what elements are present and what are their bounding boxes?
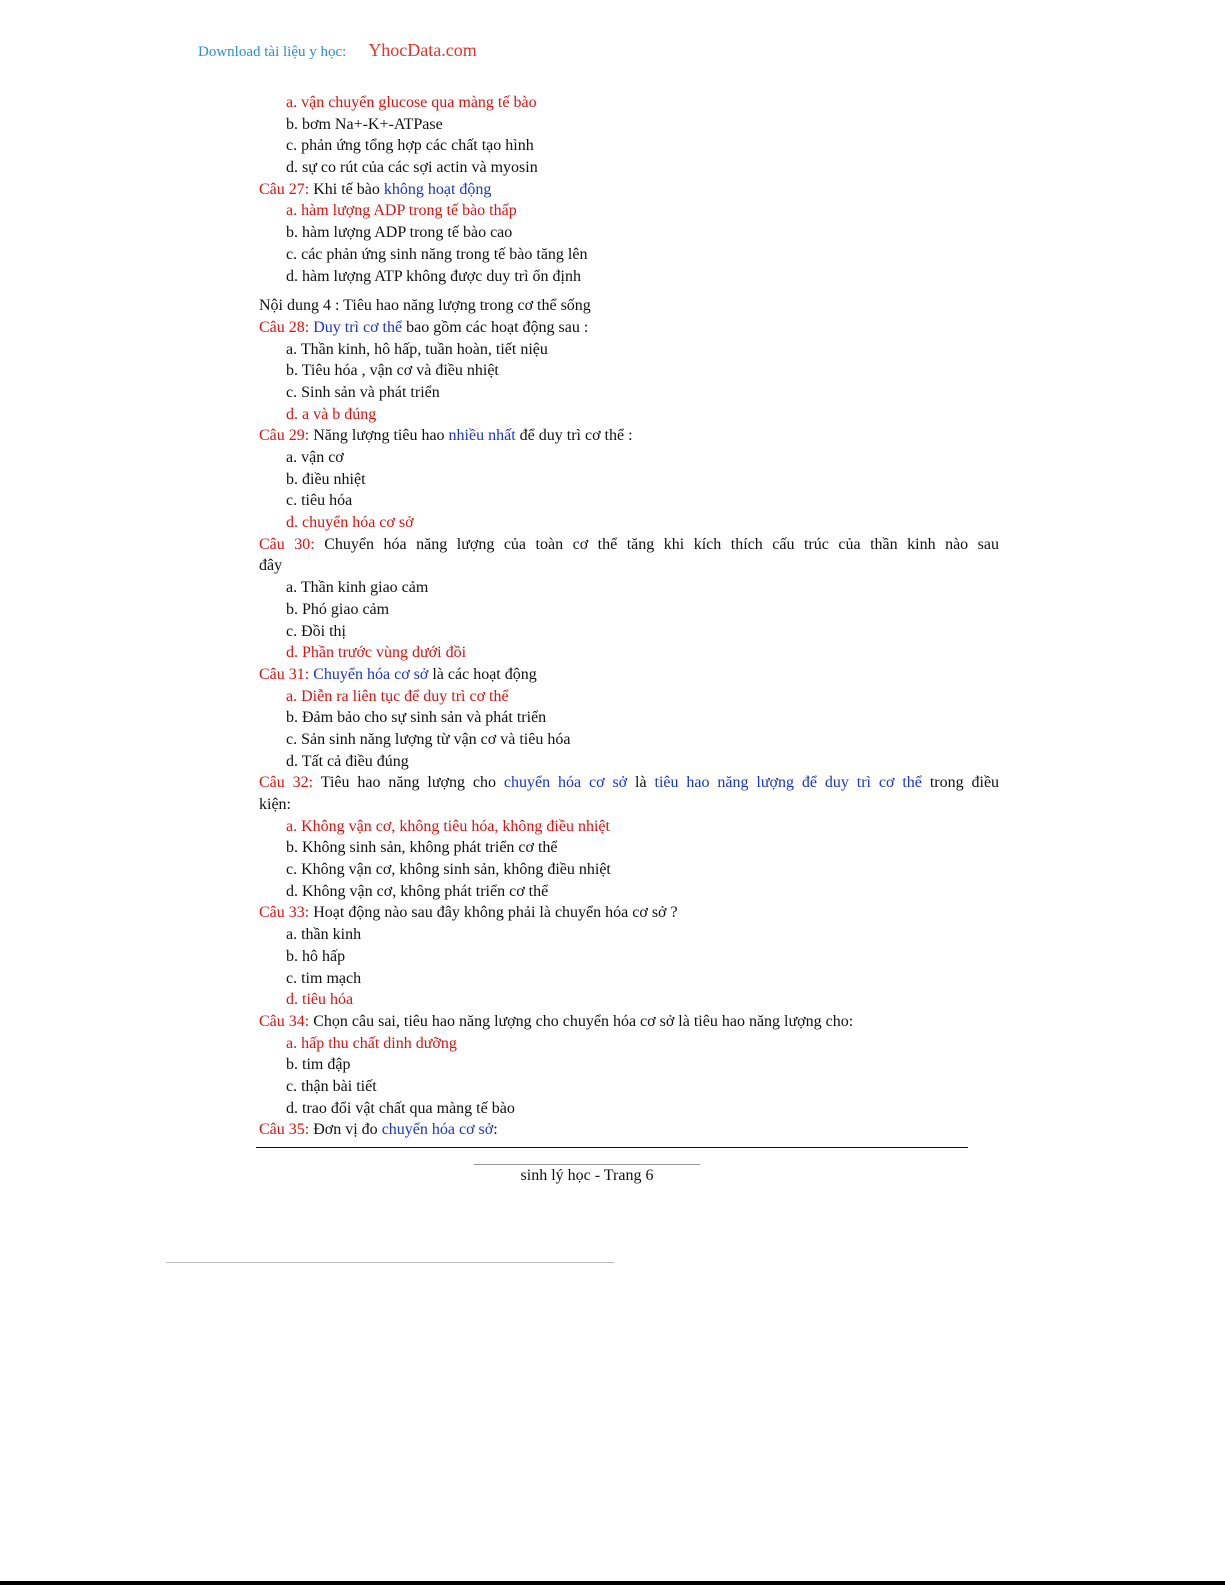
option-a: a. vận chuyển glucose qua màng tế bào	[286, 94, 537, 111]
option-b: b. Tiêu hóa , vận cơ và điều nhiệt	[286, 362, 499, 380]
question-33	[259, 902, 999, 924]
section-heading: Nội dung 4 : Tiêu hao năng lượng trong cơ thể sống	[259, 297, 591, 315]
question-text: Chuyển hóa năng lượng của toàn cơ thể tăng khi kích thích cấu trúc của thần kinh nào sau	[324, 535, 1000, 553]
page-header	[198, 40, 477, 61]
question-text: Năng lượng tiêu hao	[309, 427, 449, 445]
question-text: Tiêu hao năng lượng cho	[320, 774, 504, 792]
option-a: a. hấp thu chất dinh dưỡng	[286, 1034, 457, 1052]
option-a: a. vận cơ	[286, 449, 344, 466]
question-highlight: chuyển hóa cơ sở	[503, 774, 628, 792]
question-32	[259, 772, 999, 794]
option-b: b. Phó giao cảm	[286, 600, 390, 618]
question-label: Câu 33:	[259, 904, 310, 922]
option-c: c. Sản sinh năng lượng từ vận cơ và tiêu hóa	[286, 730, 571, 748]
option-c: c. tim mạch	[286, 969, 362, 987]
option-a: a. Thần kinh, hô hấp, tuần hoàn, tiết niệu	[286, 340, 548, 358]
option-a: a. Không vận cơ, không tiêu hóa, không điều nhiệt	[286, 817, 610, 835]
document-body	[259, 92, 999, 1141]
question-label: Câu 28:	[259, 318, 310, 336]
question-highlight: nhiều nhất	[448, 427, 516, 445]
question-label: Câu 31:	[259, 665, 310, 683]
question-text-mid: là	[627, 774, 655, 792]
option-d: d. trao đổi vật chất qua màng tế bào	[286, 1099, 515, 1117]
question-30-continued: đây	[259, 557, 283, 575]
question-text-end: trong điều	[921, 774, 1000, 792]
option-b: b. tim đập	[286, 1056, 351, 1074]
question-28	[259, 317, 999, 339]
option-b: b. bơm Na+-K+-ATPase	[286, 115, 443, 133]
option-c: c. Sinh sản và phát triển	[286, 383, 440, 401]
question-label: Câu 29:	[259, 427, 310, 445]
option-b: b. Đảm bảo cho sự sinh sản và phát triển	[286, 709, 547, 727]
question-text-end: :	[493, 1121, 498, 1139]
option-c: c. phản ứng tổng hợp các chất tạo hình	[286, 137, 534, 155]
question-text: bao gồm các hoạt động sau :	[402, 318, 589, 336]
question-text: Chọn câu sai, tiêu hao năng lượng cho chuyển hóa cơ sở là tiêu hao năng lượng cho:	[313, 1012, 854, 1030]
question-highlight: Duy trì cơ thể	[313, 318, 403, 336]
question-text: Hoạt động nào sau đây không phải là chuyển hóa cơ sở ?	[313, 904, 678, 922]
question-29	[259, 425, 999, 447]
question-34	[259, 1011, 999, 1033]
question-label: Câu 30:	[259, 535, 315, 553]
question-highlight: không hoạt động	[383, 180, 492, 198]
question-31	[259, 664, 999, 686]
option-c: c. thận bài tiết	[286, 1077, 377, 1095]
page-bottom-edge	[0, 1581, 1225, 1585]
question-label: Câu 35:	[259, 1121, 310, 1139]
question-32-continued: kiện:	[259, 796, 291, 813]
option-a: a. thần kinh	[286, 926, 362, 944]
question-highlight-2: tiêu hao năng lượng để duy trì cơ thể	[654, 774, 922, 792]
question-27	[259, 179, 999, 201]
question-text-end: để duy trì cơ thể :	[515, 427, 633, 445]
option-d: d. hàm lượng ATP không được duy trì ổn định	[286, 267, 581, 285]
option-c: c. Không vận cơ, không sinh sản, không điều nhiệt	[286, 861, 611, 879]
question-35	[259, 1119, 999, 1141]
question-highlight: chuyển hóa cơ sở	[381, 1121, 494, 1139]
option-d: d. a và b đúng	[286, 405, 377, 423]
option-c: c. Đồi thị	[286, 622, 346, 640]
option-b: b. hô hấp	[286, 947, 346, 965]
brand-link[interactable]: YhocData.com	[368, 40, 477, 60]
option-d: d. Phần trước vùng dưới đồi	[286, 644, 467, 662]
question-text: Khi tế bào	[309, 180, 384, 198]
question-highlight: Chuyển hóa cơ sở	[313, 665, 429, 683]
question-label: Câu 27:	[259, 180, 310, 198]
question-label: Câu 34:	[259, 1012, 310, 1030]
footnote-separator	[166, 1262, 614, 1263]
option-b: b. Không sinh sản, không phát triển cơ thể	[286, 839, 558, 857]
content-bottom-rule	[256, 1147, 968, 1148]
download-link[interactable]: Download tài liệu y học:	[198, 44, 347, 60]
question-30	[259, 534, 999, 556]
question-text: Đơn vị đo	[313, 1121, 382, 1139]
option-d: d. Tất cả điều đúng	[286, 752, 409, 770]
question-label: Câu 32:	[259, 774, 314, 792]
option-a: a. Diễn ra liên tục để duy trì cơ thể	[286, 687, 509, 705]
option-a: a. hàm lượng ADP trong tế bào thấp	[286, 202, 517, 220]
option-b: b. hàm lượng ADP trong tế bào cao	[286, 224, 513, 242]
option-a: a. Thần kinh giao cảm	[286, 579, 429, 597]
option-c: c. các phản ứng sinh năng trong tế bào tăng lên	[286, 245, 588, 263]
option-d: d. tiêu hóa	[286, 991, 354, 1009]
question-text: là các hoạt động	[428, 665, 537, 683]
option-d: d. sự co rút của các sợi actin và myosin	[286, 159, 538, 177]
option-d: d. Không vận cơ, không phát triển cơ thể	[286, 882, 549, 900]
option-c: c. tiêu hóa	[286, 492, 353, 510]
page-footer: sinh lý học - Trang 6	[520, 1167, 654, 1184]
option-b: b. điều nhiệt	[286, 470, 366, 488]
option-d: d. chuyển hóa cơ sở	[286, 514, 414, 532]
